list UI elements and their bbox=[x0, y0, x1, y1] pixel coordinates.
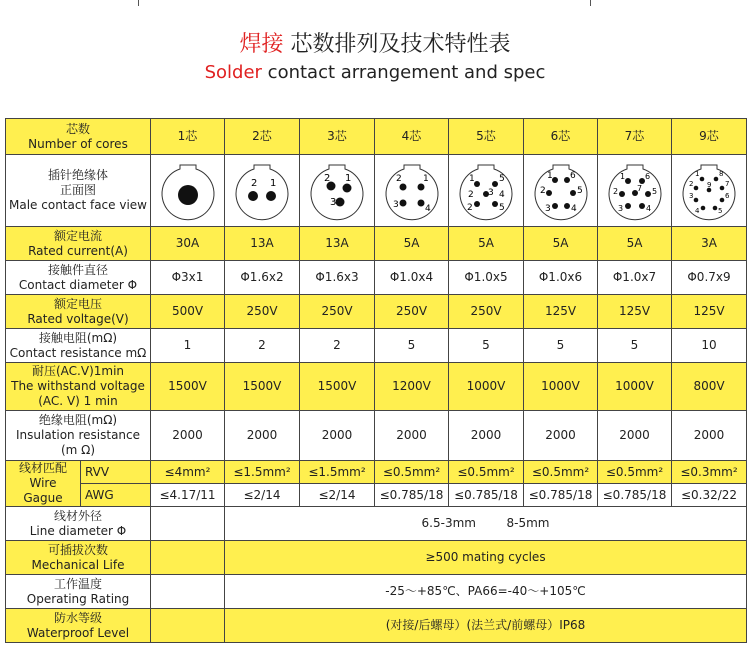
value-cell: 1200V bbox=[375, 363, 449, 411]
label-en2: Gague bbox=[23, 491, 63, 505]
label-en: Contact resistance mΩ bbox=[9, 345, 147, 360]
pin-label: 8 bbox=[719, 169, 724, 178]
value-cell: 125V bbox=[672, 295, 747, 329]
rvv-cell: ≤0.3mm² bbox=[672, 461, 747, 484]
pin-label: 7 bbox=[636, 183, 642, 193]
waterproof-value: (对接/后螺母）(法兰式/前螺母）IP68 bbox=[225, 609, 747, 643]
rvv-cell: ≤1.5mm² bbox=[225, 461, 300, 484]
label-en: Rated current(A) bbox=[28, 243, 128, 258]
waterproof-blank bbox=[151, 609, 225, 643]
line-diameter-row bbox=[6, 507, 747, 541]
waterproof-label bbox=[6, 609, 151, 643]
pin-label: 2 bbox=[689, 179, 694, 188]
pin-label: 4 bbox=[645, 203, 651, 213]
value-cell: 5A bbox=[598, 227, 672, 261]
value-cell: 2000 bbox=[524, 411, 598, 461]
label-cn: 线材匹配 bbox=[18, 461, 67, 475]
pin-label: 6 bbox=[569, 170, 576, 181]
core-header: 7芯 bbox=[598, 119, 672, 155]
value-cell: 1500V bbox=[225, 363, 300, 411]
value-cell: 13A bbox=[225, 227, 300, 261]
rated-voltage-row bbox=[6, 295, 747, 329]
value-cell: 1000V bbox=[598, 363, 672, 411]
wire-gauge-label bbox=[6, 461, 81, 507]
pin-label: 6 bbox=[644, 171, 650, 181]
value-cell: 800V bbox=[672, 363, 747, 411]
awg-cell: ≤4.17/11 bbox=[151, 484, 225, 507]
rvv-cell: ≤0.5mm² bbox=[524, 461, 598, 484]
value-cell: 2000 bbox=[449, 411, 524, 461]
pin-label: 4 bbox=[424, 203, 431, 214]
label-en: Contact diameter Φ bbox=[18, 277, 138, 292]
value-cell: 250V bbox=[300, 295, 375, 329]
awg-cell: ≤0.785/18 bbox=[524, 484, 598, 507]
label-en: Operating Rating bbox=[26, 591, 130, 606]
pin-label: 1 bbox=[345, 172, 352, 184]
operating-rating-blank bbox=[151, 575, 225, 609]
contact-resistance-row bbox=[6, 329, 747, 363]
awg-cell: ≤0.785/18 bbox=[375, 484, 449, 507]
rvv-cell: ≤0.5mm² bbox=[598, 461, 672, 484]
pin-label: 2 bbox=[539, 185, 546, 196]
label-cn: 绝缘电阻(mΩ) bbox=[38, 413, 118, 427]
value-cell: Φ0.7x9 bbox=[672, 261, 747, 295]
pin-label: 2 bbox=[467, 202, 473, 213]
connector-2-core-icon bbox=[230, 160, 294, 222]
value-cell: 13A bbox=[300, 227, 375, 261]
label-cn: 线材外径 bbox=[53, 508, 102, 523]
core-header: 2芯 bbox=[225, 119, 300, 155]
value-cell: 500V bbox=[151, 295, 225, 329]
connector-3-core-icon bbox=[305, 160, 369, 222]
connector-5-core-icon bbox=[454, 160, 518, 222]
value-cell: 125V bbox=[598, 295, 672, 329]
value-cell: 5A bbox=[449, 227, 524, 261]
face-6-core bbox=[524, 155, 598, 227]
face-view-label bbox=[6, 155, 151, 227]
connector-4-core-icon bbox=[380, 160, 444, 222]
face-4-core bbox=[375, 155, 449, 227]
face-label-cn2: 正面图 bbox=[59, 183, 96, 197]
label-cn: 可插拔次数 bbox=[47, 542, 108, 557]
value-cell: 1500V bbox=[151, 363, 225, 411]
value-cell: 2000 bbox=[375, 411, 449, 461]
rated-current-row bbox=[6, 227, 747, 261]
value-cell: Φ1.6x3 bbox=[300, 261, 375, 295]
rvv-cell: ≤1.5mm² bbox=[300, 461, 375, 484]
face-view-row bbox=[6, 155, 747, 227]
value-cell: 5 bbox=[524, 329, 598, 363]
rated-voltage-label bbox=[6, 295, 151, 329]
top-divider-right bbox=[590, 0, 591, 6]
contact-resistance-label bbox=[6, 329, 151, 363]
rvv-cell: ≤0.5mm² bbox=[449, 461, 524, 484]
pin-label: 3 bbox=[617, 203, 623, 213]
mechanical-life-blank bbox=[151, 541, 225, 575]
pin-label: 6 bbox=[725, 191, 730, 200]
pin-label: 3 bbox=[544, 203, 551, 214]
waterproof-row bbox=[6, 609, 747, 643]
pin-label: 1 bbox=[270, 177, 277, 189]
pin-label: 2 bbox=[468, 189, 474, 200]
connector-1-core-icon bbox=[156, 160, 220, 222]
connector-7-core-icon bbox=[603, 160, 667, 222]
label-cn: 接触电阻(mΩ) bbox=[38, 330, 118, 345]
value-cell: 5 bbox=[375, 329, 449, 363]
pin-label: 1 bbox=[619, 171, 625, 181]
core-header: 3芯 bbox=[300, 119, 375, 155]
line-diameter-blank bbox=[151, 507, 225, 541]
face-7-core bbox=[598, 155, 672, 227]
pin-label: 5 bbox=[499, 202, 505, 213]
face-1-core bbox=[151, 155, 225, 227]
pin-label: 3 bbox=[392, 199, 399, 210]
pin-label: 3 bbox=[689, 191, 694, 200]
face-3-core bbox=[300, 155, 375, 227]
value-cell: 2000 bbox=[598, 411, 672, 461]
label-en: Rated voltage(V) bbox=[27, 311, 129, 326]
core-header: 6芯 bbox=[524, 119, 598, 155]
value-cell: Φ1.0x4 bbox=[375, 261, 449, 295]
value-cell: 10 bbox=[672, 329, 747, 363]
awg-cell: ≤0.785/18 bbox=[449, 484, 524, 507]
line-diameter-value: 6.5-3mm 8-5mm bbox=[225, 507, 747, 541]
mechanical-life-label bbox=[6, 541, 151, 575]
pin-label: 2 bbox=[612, 186, 618, 196]
pin-label: 9 bbox=[707, 180, 712, 189]
header-label-cn: 芯数 bbox=[65, 121, 90, 136]
wire-awg-row bbox=[6, 484, 747, 507]
value-cell: 2000 bbox=[672, 411, 747, 461]
header-label-en: Number of cores bbox=[28, 136, 128, 151]
awg-cell: ≤0.32/22 bbox=[672, 484, 747, 507]
core-header: 4芯 bbox=[375, 119, 449, 155]
pin-label: 3 bbox=[330, 196, 337, 208]
mechanical-life-value: ≥500 mating cycles bbox=[225, 541, 747, 575]
withstand-voltage-row bbox=[6, 363, 747, 411]
top-divider-left bbox=[138, 0, 139, 6]
pin-label: 5 bbox=[651, 186, 657, 196]
awg-cell: ≤0.785/18 bbox=[598, 484, 672, 507]
face-2-core bbox=[225, 155, 300, 227]
value-cell: Φ3x1 bbox=[151, 261, 225, 295]
face-label-cn: 插针绝缘体 bbox=[47, 168, 108, 182]
pin-label: 1 bbox=[469, 173, 475, 184]
awg-cell: ≤2/14 bbox=[300, 484, 375, 507]
label-en: Insulation resistance bbox=[15, 428, 141, 442]
header-row bbox=[6, 119, 747, 155]
core-header: 5芯 bbox=[449, 119, 524, 155]
value-cell: 1000V bbox=[524, 363, 598, 411]
value-cell: 250V bbox=[375, 295, 449, 329]
page-title-cn: 焊接 芯数排列及技术特性表 bbox=[239, 32, 511, 57]
contact-diameter-row bbox=[6, 261, 747, 295]
value-cell: Φ1.0x6 bbox=[524, 261, 598, 295]
pin-label: 1 bbox=[695, 169, 700, 178]
pin-label: 3 bbox=[488, 187, 494, 198]
value-cell: Φ1.6x2 bbox=[225, 261, 300, 295]
insulation-resistance-row bbox=[6, 411, 747, 461]
connector-6-core-icon bbox=[529, 160, 593, 222]
pin-label: 1 bbox=[422, 173, 429, 184]
value-cell: 2 bbox=[225, 329, 300, 363]
value-cell: 125V bbox=[524, 295, 598, 329]
label-en1: Wire bbox=[29, 476, 57, 490]
value-cell: 250V bbox=[225, 295, 300, 329]
pin-label: 5 bbox=[718, 206, 723, 215]
value-cell: 30A bbox=[151, 227, 225, 261]
value-cell: 2000 bbox=[225, 411, 300, 461]
label-en: Line diameter Φ bbox=[29, 523, 127, 538]
pin-label: 4 bbox=[570, 203, 577, 214]
connector-9-core-icon bbox=[677, 160, 741, 222]
label-en: Waterproof Level bbox=[26, 625, 130, 640]
operating-rating-value: -25～+85℃、PA66=-40～+105℃ bbox=[225, 575, 747, 609]
pin-label: 4 bbox=[695, 206, 700, 215]
operating-rating-row bbox=[6, 575, 747, 609]
pin-label: 5 bbox=[576, 185, 583, 196]
rvv-cell: ≤0.5mm² bbox=[375, 461, 449, 484]
label-cn: 防水等级 bbox=[53, 610, 102, 625]
value-cell: 5 bbox=[449, 329, 524, 363]
value-cell: Φ1.0x7 bbox=[598, 261, 672, 295]
contact-diameter-label bbox=[6, 261, 151, 295]
value-cell: 5A bbox=[524, 227, 598, 261]
label-en2: (AC. V) 1 min bbox=[38, 394, 118, 408]
wire-rvv-row bbox=[6, 461, 747, 484]
operating-rating-label bbox=[6, 575, 151, 609]
value-cell: Φ1.0x5 bbox=[449, 261, 524, 295]
value-cell: 1000V bbox=[449, 363, 524, 411]
core-header: 1芯 bbox=[151, 119, 225, 155]
face-5-core bbox=[449, 155, 524, 227]
mechanical-life-row bbox=[6, 541, 747, 575]
value-cell: 3A bbox=[672, 227, 747, 261]
pin-label: 2 bbox=[395, 173, 402, 184]
spec-table bbox=[5, 118, 747, 643]
insulation-resistance-label bbox=[6, 411, 151, 461]
value-cell: 1500V bbox=[300, 363, 375, 411]
rvv-label: RVV bbox=[81, 461, 151, 484]
label-cn: 接触件直径 bbox=[47, 262, 108, 277]
pin-label: 7 bbox=[725, 179, 730, 188]
label-en2: (m Ω) bbox=[60, 443, 96, 457]
line-diameter-label bbox=[6, 507, 151, 541]
value-cell: 5A bbox=[375, 227, 449, 261]
awg-cell: ≤2/14 bbox=[225, 484, 300, 507]
value-cell: 1 bbox=[151, 329, 225, 363]
pin-label: 4 bbox=[499, 189, 505, 200]
label-en: The withstand voltage bbox=[11, 379, 145, 393]
withstand-voltage-label bbox=[6, 363, 151, 411]
value-cell: 5 bbox=[598, 329, 672, 363]
label-en: Mechanical Life bbox=[31, 557, 125, 572]
page-title-en: Solder contact arrangement and spec bbox=[204, 62, 546, 83]
label-cn: 额定电压 bbox=[53, 296, 102, 311]
pin-label: 2 bbox=[251, 177, 258, 189]
label-cn: 额定电流 bbox=[53, 228, 102, 243]
header-label-cell bbox=[6, 119, 151, 155]
awg-label: AWG bbox=[81, 484, 151, 507]
pin-label: 1 bbox=[546, 170, 553, 181]
label-cn: 工作温度 bbox=[53, 576, 102, 591]
face-9-core bbox=[672, 155, 747, 227]
value-cell: 2000 bbox=[300, 411, 375, 461]
rated-current-label bbox=[6, 227, 151, 261]
label-cn: 耐压(AC.V)1min bbox=[31, 364, 125, 378]
value-cell: 250V bbox=[449, 295, 524, 329]
pin-label: 5 bbox=[499, 173, 505, 184]
rvv-cell: ≤4mm² bbox=[151, 461, 225, 484]
value-cell: 2 bbox=[300, 329, 375, 363]
value-cell: 2000 bbox=[151, 411, 225, 461]
face-label-en: Male contact face view bbox=[9, 198, 147, 212]
core-header: 9芯 bbox=[672, 119, 747, 155]
pin-label: 2 bbox=[324, 172, 331, 184]
